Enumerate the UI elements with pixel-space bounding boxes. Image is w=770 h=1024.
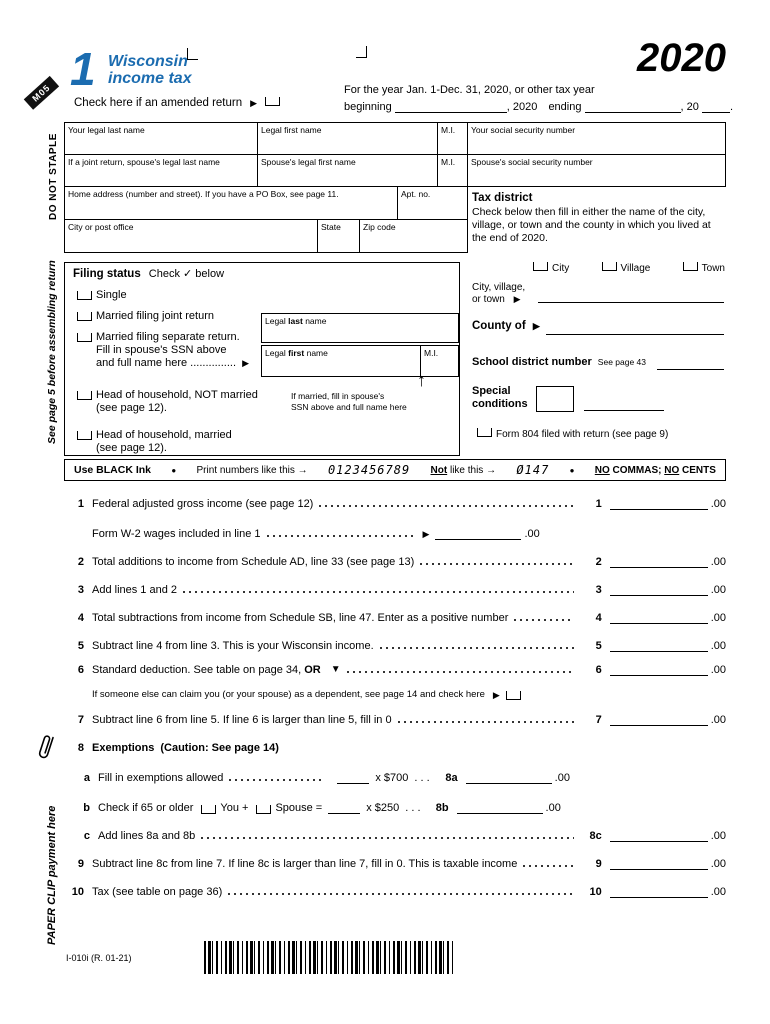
school-district-see: See page 43 [597, 357, 647, 367]
or-word: OR [304, 664, 321, 676]
ending-year-input[interactable] [702, 102, 730, 113]
line-5-number: 5 [77, 640, 84, 652]
line-8a-cents: .00 [554, 772, 570, 784]
town-checkbox[interactable] [683, 262, 698, 271]
ending-date-input[interactable] [585, 102, 681, 113]
filing-status-box [64, 262, 460, 456]
line-4-amount [610, 611, 726, 624]
line-9-row [64, 848, 726, 876]
line-8b-amount-input[interactable] [457, 801, 543, 814]
form-title [108, 53, 192, 87]
spouse-last-name-label: If a joint return, spouse's legal last name [68, 157, 220, 167]
line-2-cents: .00 [710, 556, 726, 568]
line-8b-row [64, 790, 726, 820]
special-conditions-box[interactable] [536, 386, 574, 412]
line-8c-letter: c [83, 830, 90, 842]
period-dot: . [729, 101, 734, 113]
spouse-legal-first-label [265, 348, 328, 358]
spouse-ssn-note-line1: If married, fill in spouse's [291, 391, 385, 401]
line-8-number: 8 [77, 742, 84, 754]
line-2-amount-input[interactable] [610, 555, 708, 568]
line-8b-you-label: You + [220, 802, 249, 814]
form-title-line2: income tax [108, 70, 192, 87]
beginning-suffix: , 2020 [506, 101, 538, 113]
married-separate-option[interactable] [77, 331, 249, 370]
period-row [344, 101, 733, 113]
line-8-label: Exemptions [92, 742, 155, 754]
ssn-field[interactable] [467, 122, 726, 155]
w2-wages-row [64, 516, 726, 546]
line-9-label: Subtract line 8c from line 7. If line 8c is larger than line 7, fill in 0. This is taxable income [92, 858, 518, 870]
mfs-line3-text: and full name here ............... [96, 357, 237, 369]
bullet-icon: ● [569, 465, 575, 475]
hoh1-line2: (see page 12). [96, 402, 167, 414]
form-804-checkbox[interactable] [477, 428, 492, 437]
legal-word: Legal [265, 348, 289, 358]
first-word: first [288, 348, 305, 358]
married-joint-label: Married filing joint return [96, 310, 214, 322]
line-2-ref: 2 [595, 556, 602, 568]
special-conditions-label [472, 385, 528, 411]
dotted-leader [380, 647, 574, 649]
last-name-field[interactable] [64, 122, 258, 155]
ink-instruction-bar [64, 459, 726, 481]
cvt-line2 [472, 294, 525, 306]
married-separate-checkbox[interactable] [77, 333, 92, 342]
married-separate-text [96, 331, 249, 370]
hoh2-line2: (see page 12). [96, 442, 167, 454]
line-6-label-text: Standard deduction. See table on page 34, [92, 664, 305, 676]
school-district-label: School district number [472, 356, 592, 368]
line-6-label [92, 664, 321, 676]
mi-field[interactable] [437, 122, 468, 155]
line-8b-ref: 8b [435, 802, 449, 814]
w2-wages-cents: .00 [524, 528, 540, 540]
line-3-label: Add lines 1 and 2 [92, 584, 178, 596]
line-1-label: Federal adjusted gross income (see page 12) [92, 498, 314, 510]
line-9-amount-input[interactable] [610, 857, 708, 870]
registration-mark-left [187, 48, 198, 60]
line-9-number: 9 [77, 858, 84, 870]
city-village-town-input[interactable] [538, 302, 724, 303]
spouse-ssn-field[interactable] [467, 154, 726, 187]
form-804-label: Form 804 filed with return (see page 9) [496, 429, 669, 440]
line-10-cents: .00 [710, 886, 726, 898]
w2-wages-amount [435, 527, 539, 540]
line-6-ref: 6 [595, 664, 602, 676]
spouse-ssn-label: Spouse's social security number [471, 157, 593, 167]
mfs-line3 [96, 357, 249, 370]
dotted-leader [347, 671, 574, 673]
form-804-row [477, 428, 668, 440]
dotted-leader [183, 591, 574, 593]
hoh2-line1: Head of household, married [96, 429, 232, 441]
filing-status-title-row [73, 267, 224, 280]
line-10-amount [610, 885, 726, 898]
line-5-row [64, 630, 726, 658]
line-3-number: 3 [77, 584, 84, 596]
line-5-ref: 5 [595, 640, 602, 652]
stamp: M05 [24, 76, 59, 109]
no-commas-label [595, 465, 716, 476]
barcode [204, 941, 456, 974]
line-3-ref: 3 [595, 584, 602, 596]
dotted-leader [420, 563, 573, 565]
filing-status-title: Filing status [73, 268, 141, 280]
village-option-label: Village [620, 263, 651, 274]
line-5-amount [610, 639, 726, 652]
arrow-down-icon: ▼ [330, 664, 341, 675]
line-8b-multiplier: x $250 [366, 802, 400, 814]
married-joint-checkbox[interactable] [77, 312, 92, 321]
arrow-right-icon: ▶ [250, 98, 258, 108]
line-8a-multiplier: x $700 [375, 772, 409, 784]
school-district-input[interactable] [657, 369, 724, 370]
zip-field[interactable] [359, 219, 468, 253]
registration-mark-right [356, 46, 367, 58]
line-7-amount [610, 713, 726, 726]
dotted-leader [398, 721, 574, 723]
line-1-cents: .00 [710, 498, 726, 510]
special-line1: Special [472, 385, 511, 397]
first-name-label: Legal first name [261, 125, 322, 135]
filing-status-subtitle: Check ✓ below [148, 268, 225, 280]
spouse-legal-last-name-field[interactable] [261, 313, 459, 343]
line-4-amount-input[interactable] [610, 611, 708, 624]
married-joint-option[interactable] [77, 310, 214, 322]
ssn-label: Your social security number [471, 125, 576, 135]
line-6-cents: .00 [710, 664, 726, 676]
spouse-ssn-note [291, 391, 407, 413]
form-title-line1: Wisconsin [108, 53, 188, 70]
line-8a-row [64, 760, 726, 790]
line-5-cents: .00 [710, 640, 726, 652]
village-option[interactable] [602, 262, 651, 274]
spouse-ssn-note-line2: SSN above and full name here [291, 402, 407, 412]
w2-wages-amount-input[interactable] [435, 527, 521, 540]
last-name-label: Your legal last name [68, 125, 145, 135]
hoh-not-married-text [96, 389, 258, 415]
spouse-first-name-field[interactable] [257, 154, 438, 187]
commas-word: COMMAS; [609, 464, 665, 476]
arrow-right-icon: ▶ [422, 529, 430, 539]
school-district-row [472, 356, 646, 368]
age-65-count-input[interactable] [328, 802, 360, 814]
arrow-right-icon: ▶ [532, 321, 540, 331]
not-word: Not [430, 464, 448, 476]
hoh-married-checkbox[interactable] [77, 431, 92, 440]
line-10-amount-input[interactable] [610, 885, 708, 898]
single-option[interactable] [77, 289, 127, 301]
apt-field[interactable] [397, 186, 468, 220]
form-code: I-010i (R. 01-21) [66, 953, 132, 963]
dotted-leader [229, 779, 325, 781]
mfs-line1: Married filing separate return. [96, 331, 240, 343]
not-like-label [431, 465, 497, 476]
spouse-first-name-label: Spouse's legal first name [261, 157, 356, 167]
line-10-row [64, 876, 726, 904]
line-8b-cents: .00 [545, 802, 561, 814]
dotted-leader [319, 505, 573, 507]
line-3-amount [610, 583, 726, 596]
no-word-1: NO [594, 464, 610, 476]
beginning-date-input[interactable] [395, 102, 507, 113]
ending-label: ending [548, 101, 582, 113]
line-3-cents: .00 [710, 584, 726, 596]
line-6-note-row [64, 682, 726, 702]
arrow-right-icon: ▶ [492, 690, 500, 700]
arrow-right-icon: ▶ [513, 294, 521, 304]
not-rest: like this → [447, 464, 497, 476]
line-8a-label: Fill in exemptions allowed [98, 772, 224, 784]
line-5-label: Subtract line 4 from line 3. This is your Wisconsin income. [92, 640, 374, 652]
line-4-row [64, 602, 726, 630]
hoh-not-married-checkbox[interactable] [77, 391, 92, 400]
state-label: State [321, 222, 341, 232]
town-option-label: Town [701, 263, 725, 274]
ending-suffix: , 20 [680, 101, 699, 113]
form-number: 1 [70, 43, 96, 95]
tax-year: 2020 [637, 36, 726, 80]
line-8b-label: Check if 65 or older [98, 802, 194, 814]
line-7-number: 7 [77, 714, 84, 726]
single-label: Single [96, 289, 127, 301]
spouse-mi-label: M.I. [441, 157, 456, 167]
bad-digits-sample: Ø147 [516, 463, 550, 477]
county-input[interactable] [546, 334, 724, 335]
line-2-amount [610, 555, 726, 568]
exemptions-count-input[interactable] [337, 772, 369, 784]
line-8-caution: (Caution: See page 14) [160, 742, 279, 754]
dotted-leader [201, 837, 573, 839]
dotted-leader [267, 535, 417, 537]
tax-district-options [533, 262, 725, 274]
line-6-number: 6 [77, 664, 84, 676]
amended-checkbox[interactable] [265, 97, 280, 106]
city-checkbox[interactable] [533, 262, 548, 271]
hoh1-line1: Head of household, NOT married [96, 389, 258, 401]
line-5-amount-input[interactable] [610, 639, 708, 652]
line-8a-dots: . . . [414, 772, 430, 784]
line-8a-letter: a [83, 772, 90, 784]
line-4-label: Total subtractions from income from Schedule SB, line 47. Enter as a positive number [92, 612, 509, 624]
hoh-not-married-option[interactable] [77, 389, 258, 415]
line-1-row [64, 488, 726, 516]
no-word-2: NO [664, 464, 680, 476]
name-word: name [304, 348, 328, 358]
line-8b-dots: . . . [405, 802, 421, 814]
line-7-row [64, 702, 726, 732]
mfs-line2: Fill in spouse's SSN above [96, 344, 227, 356]
last-word: last [288, 316, 303, 326]
line-10-number: 10 [71, 886, 84, 898]
cents-word: CENTS [679, 464, 716, 476]
village-checkbox[interactable] [602, 262, 617, 271]
amended-row [74, 97, 284, 109]
paperclip-icon [33, 731, 58, 767]
zip-label: Zip code [363, 222, 396, 232]
city-option[interactable] [533, 262, 569, 274]
line-2-label: Total additions to income from Schedule AD, line 33 (see page 13) [92, 556, 415, 568]
dependent-checkbox[interactable] [506, 691, 521, 700]
w2-wages-label: Form W-2 wages included in line 1 [92, 528, 261, 540]
line-10-ref: 10 [589, 886, 602, 898]
line-1-amount [610, 497, 726, 510]
line-4-cents: .00 [710, 612, 726, 624]
line-4-number: 4 [77, 612, 84, 624]
arrow-up-icon: ↑ [417, 370, 426, 390]
single-checkbox[interactable] [77, 291, 92, 300]
county-label [472, 320, 540, 332]
arrow-right-icon: ▶ [242, 358, 249, 368]
good-digits-sample: 0123456789 [327, 463, 411, 477]
line-8c-row [64, 820, 726, 848]
for-year-text: For the year Jan. 1-Dec. 31, 2020, or other tax year [344, 84, 595, 96]
cvt-line1: City, village, [472, 282, 526, 293]
line-7-amount-input[interactable] [610, 713, 708, 726]
dotted-leader [228, 893, 573, 895]
age-65-spouse-checkbox[interactable] [256, 805, 271, 814]
see-page-label: See page 5 before assembling return [46, 260, 58, 444]
line-7-ref: 7 [595, 714, 602, 726]
line-4-ref: 4 [595, 612, 602, 624]
city-village-town-label [472, 282, 525, 306]
county-label-text: County of [472, 320, 526, 332]
line-9-ref: 9 [595, 858, 602, 870]
state-field[interactable] [317, 219, 360, 253]
dotted-leader [514, 619, 573, 621]
line-2-number: 2 [77, 556, 84, 568]
mi-label: M.I. [441, 125, 456, 135]
line-10-label: Tax (see table on page 36) [92, 886, 223, 898]
line-6-row [64, 658, 726, 682]
paper-clip-label: PAPER CLIP payment here [46, 805, 58, 945]
cvt-line2-text: or town [472, 294, 505, 305]
print-like-label: Print numbers like this → [196, 464, 308, 476]
line-1-amount-input[interactable] [610, 497, 708, 510]
line-items [64, 488, 726, 904]
line-8-header-row [64, 732, 726, 760]
tax-district-title: Tax district [472, 192, 533, 204]
line-3-row [64, 574, 726, 602]
special-conditions-input[interactable] [584, 410, 664, 411]
address-label: Home address (number and street). If you have a PO Box, see page 11. [68, 189, 339, 199]
city-label: City or post office [68, 222, 134, 232]
bullet-icon: ● [171, 465, 177, 475]
spouse-mi-box-label: M.I. [424, 348, 439, 358]
line-9-cents: .00 [710, 858, 726, 870]
hoh-married-option[interactable] [77, 429, 232, 455]
line-3-amount-input[interactable] [610, 583, 708, 596]
age-65-you-checkbox[interactable] [201, 805, 216, 814]
spouse-legal-last-label [265, 316, 326, 326]
spouse-mi-field[interactable] [437, 154, 468, 187]
line-6-amount-input[interactable] [610, 663, 708, 676]
legal-word: Legal [265, 316, 289, 326]
line-8b-spouse-label: Spouse = [275, 802, 323, 814]
city-option-label: City [552, 263, 570, 274]
line-6-note: If someone else can claim you (or your spouse) as a dependent, see page 14 and check here [92, 689, 485, 700]
do-not-staple-label: DO NOT STAPLE [48, 133, 59, 220]
apt-label: Apt. no. [401, 189, 431, 199]
line-8b-amount [457, 801, 561, 814]
address-field[interactable] [64, 186, 398, 220]
line-8c-amount [610, 829, 726, 842]
line-8c-label: Add lines 8a and 8b [98, 830, 196, 842]
line-8c-ref: 8c [589, 830, 602, 842]
special-line2: conditions [472, 398, 528, 410]
amended-label: Check here if an amended return [74, 97, 243, 109]
line-9-amount [610, 857, 726, 870]
first-name-field[interactable] [257, 122, 438, 155]
city-field[interactable] [64, 219, 318, 253]
line-6-amount [610, 663, 726, 676]
line-7-label: Subtract line 6 from line 5. If line 6 is larger than line 5, fill in 0 [92, 714, 392, 726]
use-black-ink-label: Use BLACK Ink [74, 464, 152, 476]
spouse-legal-first-name-field[interactable] [261, 345, 421, 377]
line-2-row [64, 546, 726, 574]
beginning-label: beginning [344, 101, 392, 113]
line-1-number: 1 [77, 498, 84, 510]
tax-district-body: Check below then fill in either the name of the city, village, or town and the county in which you lived at the end of 2020. [472, 206, 711, 244]
line-7-cents: .00 [710, 714, 726, 726]
town-option[interactable] [683, 262, 725, 274]
hoh-married-text [96, 429, 232, 455]
spouse-last-name-field[interactable] [64, 154, 258, 187]
line-8a-amount-input[interactable] [466, 771, 552, 784]
line-8a-amount [466, 771, 570, 784]
line-8c-cents: .00 [710, 830, 726, 842]
line-1-ref: 1 [595, 498, 602, 510]
line-8b-letter: b [83, 802, 90, 814]
line-8c-amount-input[interactable] [610, 829, 708, 842]
name-word: name [302, 316, 327, 326]
line-8a-ref: 8a [445, 772, 458, 784]
dotted-leader [523, 865, 573, 867]
